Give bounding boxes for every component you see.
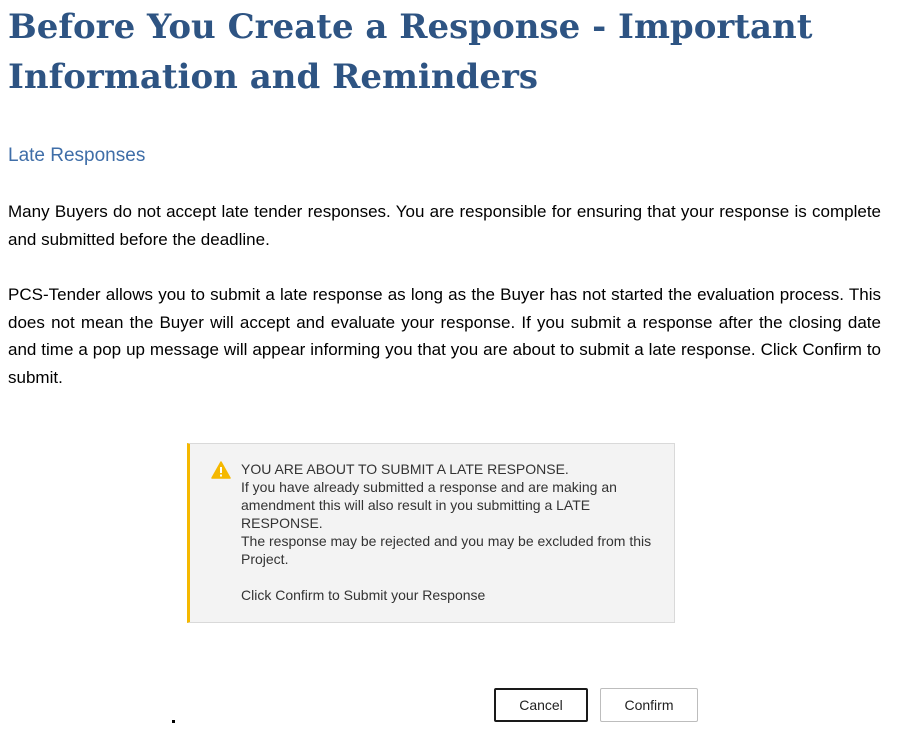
body-paragraph-deadline: Many Buyers do not accept late tender responses. You are responsible for ensuring that your response is complete and submitted before the deadline. <box>8 202 881 249</box>
warning-message <box>241 460 666 604</box>
cancel-button[interactable]: Cancel <box>494 688 588 722</box>
warning-amendment-text: If you have already submitted a response and are making an amendment this will also result in you submitting a LATE RESPONSE. <box>241 479 617 531</box>
confirm-button[interactable]: Confirm <box>600 688 698 722</box>
page-title: Before You Create a Response - Important Information and Reminders <box>8 7 813 97</box>
warning-rejection-text: The response may be rejected and you may be excluded from this Project. <box>241 533 652 567</box>
late-response-warning-panel <box>187 443 675 623</box>
body-paragraph-late-submission: PCS-Tender allows you to submit a late response as long as the Buyer has not started the evaluation process. This does not mean the Buyer will accept and evaluate your response. If you submit a response after the closing date and time a pop up message will appear informing you that you are about to submit a late response. Click Confirm to submit. <box>8 285 881 387</box>
section-heading-late-responses: Late Responses <box>8 145 146 166</box>
warning-heading: YOU ARE ABOUT TO SUBMIT A LATE RESPONSE. <box>241 461 569 477</box>
warning-call-to-action: Click Confirm to Submit your Response <box>241 587 486 603</box>
stray-dot <box>172 720 175 723</box>
warning-triangle-icon <box>211 461 231 479</box>
